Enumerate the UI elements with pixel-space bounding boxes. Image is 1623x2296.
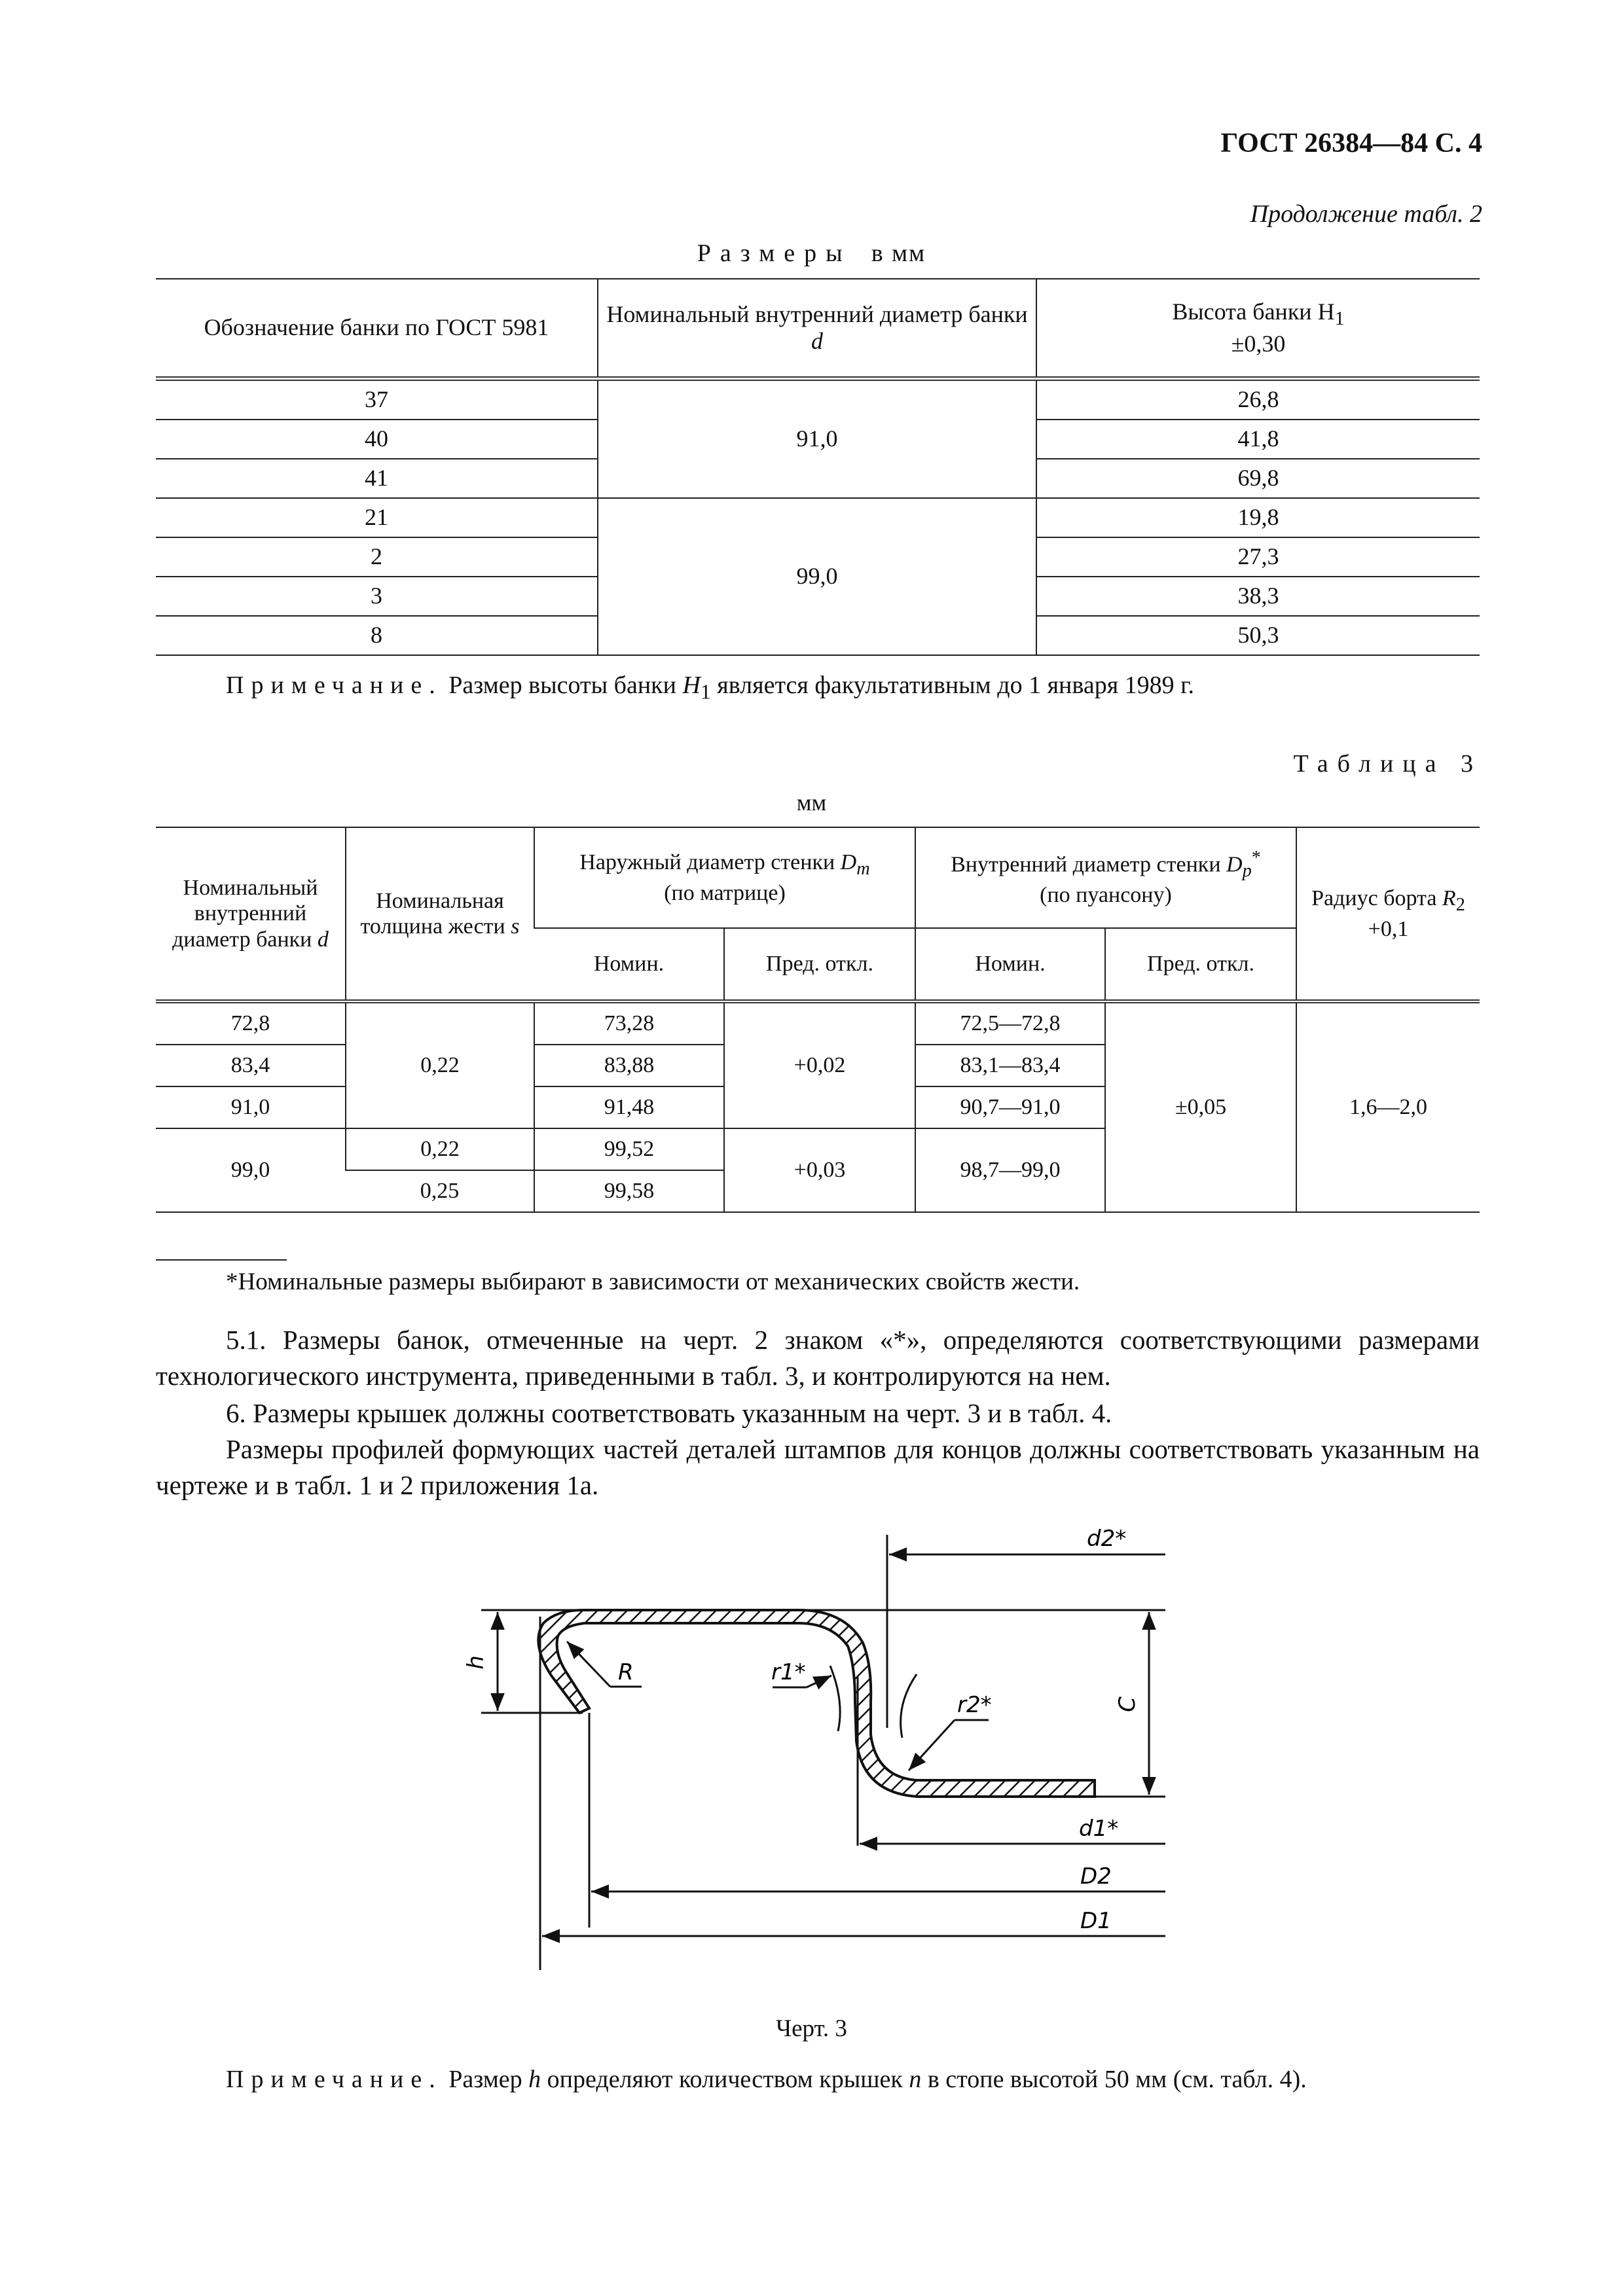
t2-height: 69,8 — [1036, 459, 1480, 498]
label-C: C — [1114, 1696, 1140, 1712]
t2-header-diameter: Номинальный внутренний диаметр банки d — [598, 279, 1036, 379]
t3-diameter: 99,0 — [156, 1128, 346, 1212]
t2-designation: 3 — [156, 577, 598, 616]
lid-profile-drawing — [0, 1499, 1623, 1996]
t3-thickness: 0,22 — [346, 1128, 534, 1170]
t3-thickness: 0,22 — [346, 1001, 534, 1128]
t3-radius: 1,6—2,0 — [1296, 1001, 1480, 1212]
t2-header-designation: Обозначение банки по ГОСТ 5981 — [156, 279, 598, 379]
label-h: h — [463, 1655, 489, 1670]
t3-header-inner: Внутренний диаметр стенки $D_p^*$ (по пуансону) — [915, 827, 1296, 928]
units-value: в мм — [871, 240, 926, 267]
leader-R — [567, 1641, 610, 1687]
t3-inner-nom: 72,5—72,8 — [915, 1001, 1105, 1045]
t2-height: 41,8 — [1036, 420, 1480, 459]
t2-height: 38,3 — [1036, 577, 1480, 616]
label-D2: D2 — [1080, 1863, 1112, 1890]
label-d1: d1* — [1079, 1816, 1119, 1842]
units-label: Размеры — [697, 240, 852, 267]
t2-designation: 40 — [156, 420, 598, 459]
lid-profile-section — [538, 1610, 1095, 1797]
t2-height: 19,8 — [1036, 498, 1480, 537]
t2-designation: 2 — [156, 537, 598, 577]
label-d2: d2* — [1087, 1526, 1127, 1552]
t3-diameter: 91,0 — [156, 1086, 346, 1128]
t3-header-nom: Номин. — [915, 928, 1105, 1001]
leader-r1 — [807, 1676, 831, 1687]
t3-diameter: 72,8 — [230, 1011, 270, 1036]
label-r1: r1* — [771, 1659, 806, 1685]
t3-header-dev: Пред. откл. — [1105, 928, 1296, 1001]
t2-height: 27,3 — [1036, 537, 1480, 577]
paragraph-5-1: 5.1. Размеры банок, отмеченные на черт. 2 знаком «*», определяются соответствующими размерами технологического инструмента, приведенными в табл. 3, и контролируются на нем. — [156, 1325, 1480, 1391]
t2-designation: 41 — [156, 459, 598, 498]
t3-outer-dev: +0,03 — [724, 1128, 915, 1212]
paragraph-6b: Размеры профилей формующих частей деталей штампов для концов должны соответствовать указанным на чертеже и в табл. 1 и 2 приложения 1а. — [156, 1434, 1480, 1500]
t3-outer-nom: 73,28 — [534, 1001, 724, 1045]
t3-inner-nom: 98,7—99,0 — [915, 1128, 1105, 1212]
t2-designation: 21 — [156, 498, 598, 537]
t3-inner-nom: 90,7—91,0 — [915, 1086, 1105, 1128]
t3-outer-nom: 99,52 — [534, 1128, 724, 1170]
table3-units: мм — [796, 789, 827, 816]
leader-r2 — [909, 1720, 955, 1770]
t3-header-thickness: Номинальная толщина жести s — [346, 827, 534, 1001]
t3-outer-nom: 83,88 — [534, 1045, 724, 1086]
t3-header-outer: Наружный диаметр стенки $D_m$ (по матрице) — [534, 827, 915, 928]
page-header: ГОСТ 26384—84 С. 4 — [1220, 128, 1482, 158]
t2-diameter: 99,0 — [598, 498, 1036, 655]
paragraph-6: 6. Размеры крышек должны соответствовать указанным на черт. 3 и в табл. 4. — [226, 1398, 1112, 1428]
t2-height: 26,8 — [1036, 379, 1480, 420]
t3-outer-nom: 91,48 — [534, 1086, 724, 1128]
arc-r1 — [830, 1666, 840, 1731]
t3-header-dev: Пред. откл. — [724, 928, 915, 1001]
table-2 — [156, 278, 1480, 656]
t2-height: 50,3 — [1036, 616, 1480, 655]
table2-note: Примечание. Размер высоты банки $H_1$ является факультативным до 1 января 1989 г. — [226, 672, 1194, 704]
figure-note: Примечание. Размер h определяют количеством крышек n в стопе высотой 50 мм (см. табл. 4). — [226, 2066, 1307, 2093]
footnote: *Номинальные размеры выбирают в зависимости от механических свойств жести. — [226, 1268, 1080, 1295]
footnote-rule — [156, 1259, 287, 1261]
table-continuation-label: Продолжение табл. 2 — [1250, 200, 1482, 228]
t3-header-diameter: Номинальный внутренний диаметр банки d — [156, 827, 346, 1001]
t2-designation: 8 — [156, 616, 598, 655]
table2-units — [0, 239, 1623, 268]
figure-caption: Черт. 3 — [776, 2015, 847, 2042]
t3-outer-dev: +0,02 — [724, 1001, 915, 1128]
label-D1: D1 — [1080, 1908, 1112, 1934]
t3-thickness: 0,25 — [346, 1170, 534, 1212]
t3-diameter: 83,4 — [156, 1045, 346, 1086]
t3-header-radius: Радиус борта $R_2$ +0,1 — [1296, 827, 1480, 1001]
label-r2: r2* — [957, 1692, 992, 1718]
arc-r2 — [901, 1674, 917, 1738]
t3-header-nom: Номин. — [534, 928, 724, 1001]
t2-designation: 37 — [365, 386, 388, 413]
table-3 — [156, 827, 1480, 1213]
t2-diameter: 91,0 — [598, 379, 1036, 499]
t3-inner-nom: 83,1—83,4 — [915, 1045, 1105, 1086]
t3-inner-dev: ±0,05 — [1105, 1001, 1296, 1212]
label-R: R — [618, 1659, 634, 1685]
t2-header-height: Высота банки $H_1$ ±0,30 — [1036, 279, 1480, 379]
table3-title: Таблица 3 — [1293, 750, 1482, 778]
t3-outer-nom: 99,58 — [534, 1170, 724, 1212]
